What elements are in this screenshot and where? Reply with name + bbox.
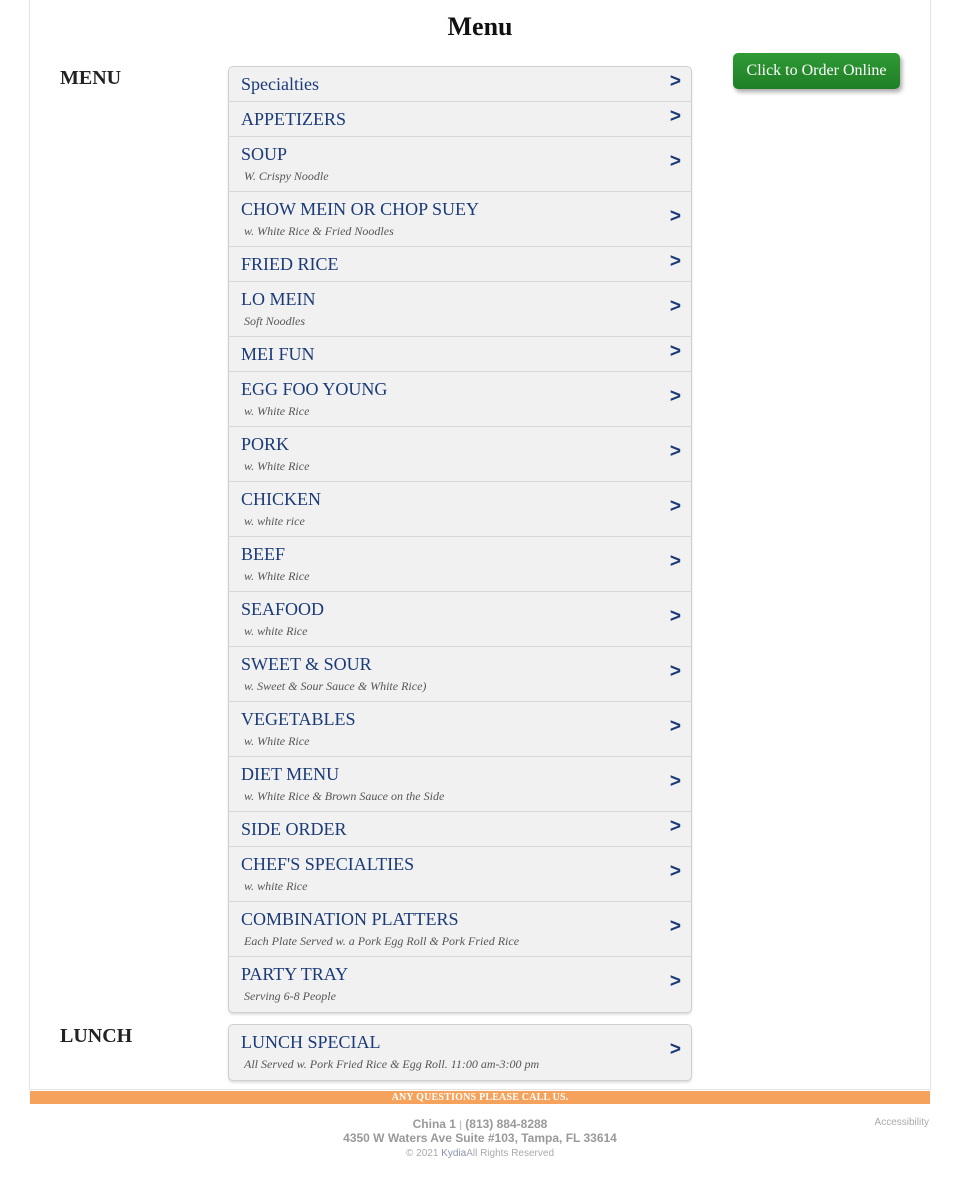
chevron-right-icon: > (669, 816, 681, 837)
chevron-right-icon: > (669, 296, 681, 317)
category-description: Each Plate Served w. a Pork Egg Roll & Pork Fried Rice (244, 934, 520, 948)
phone-link[interactable]: (813) 884-8288 (465, 1117, 548, 1131)
category-name: MEI FUN (241, 344, 315, 364)
menu-category-item[interactable] (229, 1025, 691, 1080)
menu-category-item[interactable] (229, 592, 691, 647)
category-description: w. white Rice (244, 624, 308, 638)
chevron-right-icon: > (669, 916, 681, 937)
chevron-right-icon: > (669, 206, 681, 227)
menu-category-item[interactable] (229, 847, 691, 902)
menu-category-item[interactable] (229, 427, 691, 482)
category-name: SOUP (241, 144, 288, 164)
category-name: VEGETABLES (241, 709, 356, 729)
menu-category-list (228, 66, 692, 1013)
category-name: LO MEIN (241, 289, 316, 309)
category-description: w. White Rice (244, 459, 310, 473)
copyright (0, 1148, 960, 1159)
business-name: China 1 (412, 1117, 456, 1131)
chevron-right-icon: > (669, 661, 681, 682)
chevron-right-icon: > (669, 1039, 681, 1060)
chevron-right-icon: > (669, 251, 681, 272)
chevron-right-icon: > (669, 71, 681, 92)
chevron-right-icon: > (669, 106, 681, 127)
category-description: w. white rice (244, 514, 305, 528)
menu-category-item[interactable] (229, 812, 691, 847)
menu-category-item[interactable] (229, 957, 691, 1012)
business-info (0, 1117, 960, 1131)
category-description: W. Crispy Noodle (244, 169, 329, 183)
menu-category-item[interactable] (229, 702, 691, 757)
category-name: PARTY TRAY (241, 964, 349, 984)
chevron-right-icon: > (669, 606, 681, 627)
category-description: w. White Rice & Brown Sauce on the Side (244, 789, 445, 803)
chevron-right-icon: > (669, 441, 681, 462)
category-description: w. White Rice (244, 734, 310, 748)
kydia-link[interactable]: Kydia (441, 1148, 467, 1159)
chevron-right-icon: > (669, 496, 681, 517)
chevron-right-icon: > (669, 971, 681, 992)
category-description: All Served w. Pork Fried Rice & Egg Roll. 11:00 am-3:00 pm (244, 1057, 540, 1071)
section-label-lunch: LUNCH (60, 1025, 133, 1047)
menu-category-item[interactable] (229, 902, 691, 957)
menu-category-item[interactable] (229, 482, 691, 537)
copyright-year: © 2021 (405, 1148, 439, 1159)
menu-category-item[interactable] (229, 67, 691, 102)
menu-category-item[interactable] (229, 282, 691, 337)
category-description: w. White Rice & Fried Noodles (244, 224, 394, 238)
chevron-right-icon: > (669, 386, 681, 407)
chevron-right-icon: > (669, 151, 681, 172)
category-name: CHOW MEIN OR CHOP SUEY (241, 199, 480, 219)
separator: | (459, 1120, 462, 1131)
menu-category-item[interactable] (229, 647, 691, 702)
section-label-menu: MENU (60, 67, 122, 89)
order-online-button[interactable]: Click to Order Online (733, 53, 900, 89)
address: 4350 W Waters Ave Suite #103, Tampa, FL 33614 (343, 1131, 617, 1145)
category-description: w. White Rice (244, 404, 310, 418)
menu-category-item[interactable] (229, 757, 691, 812)
lunch-category-list (228, 1024, 692, 1081)
category-name: COMBINATION PLATTERS (241, 909, 459, 929)
category-description: Serving 6-8 People (244, 989, 336, 1003)
category-name: DIET MENU (241, 764, 340, 784)
category-name: SWEET & SOUR (241, 654, 372, 674)
category-name: LUNCH SPECIAL (241, 1032, 381, 1052)
chevron-right-icon: > (669, 861, 681, 882)
category-name: EGG FOO YOUNG (241, 379, 388, 399)
category-name: CHICKEN (241, 489, 321, 509)
page-title: Menu (447, 12, 513, 41)
menu-category-item[interactable] (229, 372, 691, 427)
menu-category-item[interactable] (229, 137, 691, 192)
menu-category-item[interactable] (229, 337, 691, 372)
category-description: w. White Rice (244, 569, 310, 583)
chevron-right-icon: > (669, 771, 681, 792)
rights-text: All Rights Reserved (466, 1148, 554, 1159)
questions-banner: ANY QUESTIONS PLEASE CALL US. (30, 1091, 930, 1104)
menu-category-item[interactable] (229, 537, 691, 592)
chevron-right-icon: > (669, 551, 681, 572)
category-description: Soft Noodles (244, 314, 306, 328)
category-name: CHEF'S SPECIALTIES (241, 854, 415, 874)
category-name: Specialties (241, 74, 319, 94)
accessibility-link[interactable]: Accessibility (874, 1117, 929, 1128)
category-name: APPETIZERS (241, 109, 347, 129)
chevron-right-icon: > (669, 341, 681, 362)
category-name: BEEF (241, 544, 286, 564)
category-name: PORK (241, 434, 290, 454)
category-name: SEAFOOD (241, 599, 325, 619)
category-description: w. Sweet & Sour Sauce & White Rice) (244, 679, 427, 693)
category-name: FRIED RICE (241, 254, 339, 274)
menu-category-item[interactable] (229, 102, 691, 137)
category-name: SIDE ORDER (241, 819, 347, 839)
menu-category-item[interactable] (229, 192, 691, 247)
chevron-right-icon: > (669, 716, 681, 737)
category-description: w. white Rice (244, 879, 308, 893)
menu-category-item[interactable] (229, 247, 691, 282)
